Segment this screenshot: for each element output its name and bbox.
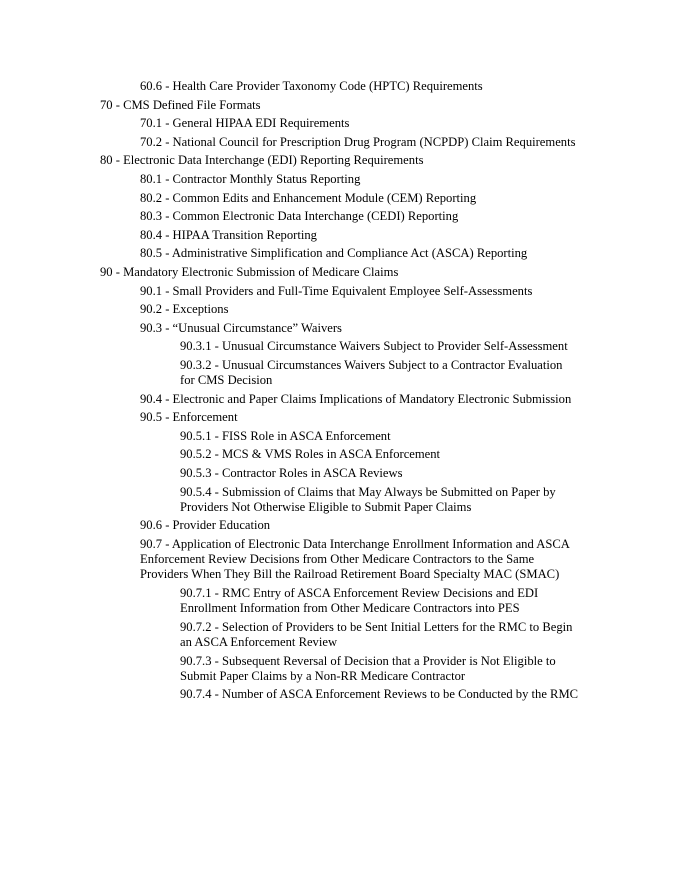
toc-entry-90-7-2: 90.7.2 - Selection of Providers to be Sent Initial Letters for the RMC to Begin an ASCA Enforcement Review <box>180 619 573 650</box>
toc-entry-90-3: 90.3 - “Unusual Circumstance” Waivers <box>140 320 342 335</box>
toc-entry-90-5-2: 90.5.2 - MCS & VMS Roles in ASCA Enforcement <box>180 447 441 462</box>
toc-entry-90-4: 90.4 - Electronic and Paper Claims Implications of Mandatory Electronic Submission <box>140 391 572 406</box>
toc-entry-90-7: 90.7 - Application of Electronic Data Interchange Enrollment Information and ASCA Enforcement Review Decisions from Other Medicare Contractors to the Same Providers When They Bill the Railroad Retirement Board Specialty MAC (SMAC) <box>140 537 570 582</box>
toc-entry-80-1: 80.1 - Contractor Monthly Status Reporting <box>140 171 361 186</box>
toc-entry-90-3-1: 90.3.1 - Unusual Circumstance Waivers Subject to Provider Self-Assessment <box>180 339 568 354</box>
toc-entry-90-2: 90.2 - Exceptions <box>140 302 229 317</box>
toc-entry-70: 70 - CMS Defined File Formats <box>100 97 261 112</box>
toc-entry-80-5: 80.5 - Administrative Simplification and Compliance Act (ASCA) Reporting <box>140 246 528 261</box>
toc-entry-70-2: 70.2 - National Council for Prescription Drug Program (NCPDP) Claim Requirements <box>140 134 576 149</box>
table-of-contents <box>0 79 680 706</box>
toc-entry-90-7-4: 90.7.4 - Number of ASCA Enforcement Reviews to be Conducted by the RMC <box>180 687 579 702</box>
toc-entry-90-6: 90.6 - Provider Education <box>140 518 271 533</box>
toc-entry-90-5-4: 90.5.4 - Submission of Claims that May Always be Submitted on Paper by Providers Not Otherwise Eligible to Submit Paper Claims <box>180 484 556 514</box>
toc-entry-90-7-3: 90.7.3 - Subsequent Reversal of Decision that a Provider is Not Eligible to Submit Paper Claims by a Non-RR Medicare Contractor <box>180 653 556 683</box>
toc-entry-90: 90 - Mandatory Electronic Submission of Medicare Claims <box>100 264 399 279</box>
toc-entry-90-5-3: 90.5.3 - Contractor Roles in ASCA Reviews <box>180 466 403 481</box>
toc-entry-90-5-1: 90.5.1 - FISS Role in ASCA Enforcement <box>180 428 391 443</box>
toc-entry-80: 80 - Electronic Data Interchange (EDI) Reporting Requirements <box>100 153 424 168</box>
toc-entry-90-3-2: 90.3.2 - Unusual Circumstances Waivers Subject to a Contractor Evaluation for CMS Decision <box>180 357 563 388</box>
toc-entry-80-3: 80.3 - Common Electronic Data Interchange (CEDI) Reporting <box>140 209 459 224</box>
toc-entry-90-7-1: 90.7.1 - RMC Entry of ASCA Enforcement Review Decisions and EDI Enrollment Information from Other Medicare Contractors into PES <box>180 586 539 616</box>
toc-entry-80-2: 80.2 - Common Edits and Enhancement Module (CEM) Reporting <box>140 190 477 205</box>
toc-entry-80-4: 80.4 - HIPAA Transition Reporting <box>140 227 317 242</box>
toc-entry-90-5: 90.5 - Enforcement <box>140 410 238 425</box>
toc-entry-90-1: 90.1 - Small Providers and Full-Time Equivalent Employee Self-Assessments <box>140 283 533 298</box>
toc-entry-70-1: 70.1 - General HIPAA EDI Requirements <box>140 116 350 131</box>
toc-entry-60-6: 60.6 - Health Care Provider Taxonomy Code (HPTC) Requirements <box>140 79 483 93</box>
